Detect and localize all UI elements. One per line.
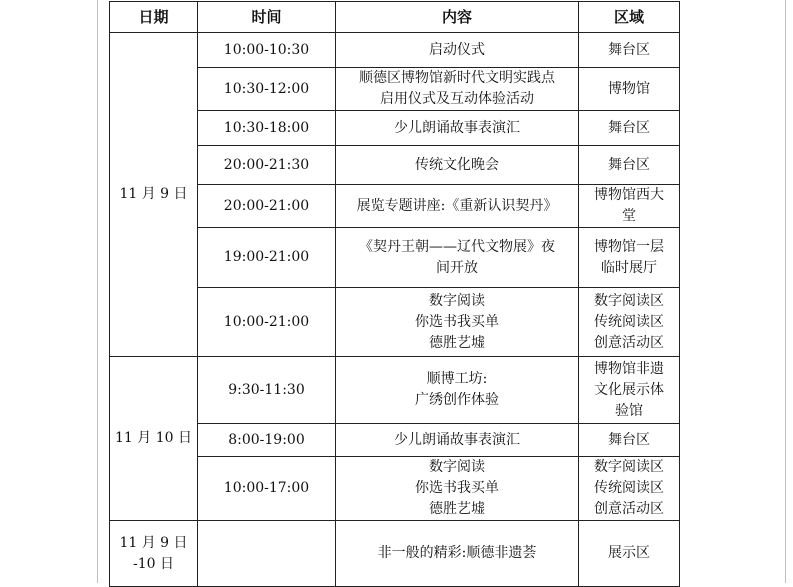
time-cell: 10:00-17:00 <box>198 457 336 521</box>
content-cell: 启动仪式 <box>336 33 579 68</box>
area-cell: 博物馆非遗 文化展示体 验馆 <box>579 357 680 424</box>
header-content: 内容 <box>336 2 579 33</box>
date-cell: 11 月 9 日 -10 日 <box>110 521 198 587</box>
time-cell: 20:00-21:00 <box>198 185 336 228</box>
content-cell: 少儿朗诵故事表演汇 <box>336 111 579 146</box>
content-cell: 数字阅读 你选书我买单 德胜艺墟 <box>336 288 579 357</box>
area-cell: 舞台区 <box>579 33 680 68</box>
time-cell: 10:30-12:00 <box>198 68 336 111</box>
content-cell: 传统文化晚会 <box>336 146 579 185</box>
area-cell: 博物馆 <box>579 68 680 111</box>
content-cell: 顺德区博物馆新时代文明实践点 启用仪式及互动体验活动 <box>336 68 579 111</box>
page-margin-right-guide <box>785 0 786 583</box>
content-cell: 非一般的精彩:顺德非遗荟 <box>336 521 579 587</box>
time-cell: 10:00-21:00 <box>198 288 336 357</box>
header-area: 区域 <box>579 2 680 33</box>
area-cell: 博物馆西大 堂 <box>579 185 680 228</box>
date-cell: 11 月 10 日 <box>110 357 198 521</box>
header-date: 日期 <box>110 2 198 33</box>
schedule-table <box>109 1 680 587</box>
area-cell: 舞台区 <box>579 111 680 146</box>
table-row <box>110 33 680 68</box>
table-row <box>110 521 680 587</box>
date-cell: 11 月 9 日 <box>110 33 198 357</box>
area-cell: 舞台区 <box>579 146 680 185</box>
content-cell: 展览专题讲座:《重新认识契丹》 <box>336 185 579 228</box>
page-margin-left-guide <box>97 0 98 583</box>
content-cell: 数字阅读 你选书我买单 德胜艺墟 <box>336 457 579 521</box>
content-cell: 少儿朗诵故事表演汇 <box>336 424 579 457</box>
area-cell: 数字阅读区 传统阅读区 创意活动区 <box>579 288 680 357</box>
content-cell: 顺博工坊: 广绣创作体验 <box>336 357 579 424</box>
time-cell: 9:30-11:30 <box>198 357 336 424</box>
time-cell: 8:00-19:00 <box>198 424 336 457</box>
time-cell: 10:00-10:30 <box>198 33 336 68</box>
time-cell: 10:30-18:00 <box>198 111 336 146</box>
area-cell: 舞台区 <box>579 424 680 457</box>
table-row <box>110 357 680 424</box>
content-cell: 《契丹王朝——辽代文物展》夜 间开放 <box>336 228 579 288</box>
area-cell: 博物馆一层 临时展厅 <box>579 228 680 288</box>
area-cell: 展示区 <box>579 521 680 587</box>
header-time: 时间 <box>198 2 336 33</box>
time-cell: 20:00-21:30 <box>198 146 336 185</box>
time-cell <box>198 521 336 587</box>
area-cell: 数字阅读区 传统阅读区 创意活动区 <box>579 457 680 521</box>
header-row <box>110 2 680 33</box>
time-cell: 19:00-21:00 <box>198 228 336 288</box>
